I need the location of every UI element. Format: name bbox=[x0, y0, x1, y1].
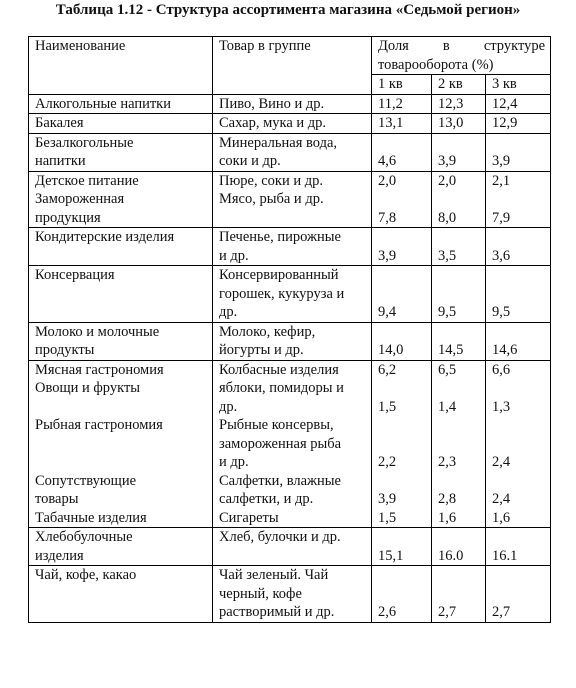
cell-q3-line bbox=[492, 266, 545, 285]
cell-q1 bbox=[372, 360, 432, 528]
cell-q2 bbox=[432, 133, 486, 171]
cell-q1-line bbox=[378, 585, 426, 604]
cell-q3-line: 12,4 bbox=[492, 95, 518, 112]
cell-q1-line: 9,4 bbox=[378, 304, 397, 320]
cell-q2-line bbox=[438, 323, 480, 342]
cell-q2-line bbox=[438, 285, 480, 304]
cell-q2-line: 2,7 bbox=[438, 604, 457, 620]
cell-q2-line bbox=[438, 266, 480, 285]
cell-q1-line bbox=[378, 266, 426, 285]
cell-q2-line bbox=[438, 379, 480, 398]
cell-q1-line: 2,2 bbox=[378, 454, 397, 470]
cell-q1-line: 4,6 bbox=[378, 153, 397, 169]
cell-q2 bbox=[432, 566, 486, 623]
cell-goods-line: Пиво, Вино и др. bbox=[219, 95, 325, 112]
cell-q3 bbox=[486, 322, 551, 360]
cell-name-line: Рыбная гастрономия bbox=[35, 417, 163, 433]
cell-goods-line: Минеральная вода, bbox=[219, 134, 338, 151]
cell-q3-line: 14,6 bbox=[492, 342, 518, 358]
cell-q1-line: 15,1 bbox=[378, 547, 404, 564]
header-row bbox=[29, 37, 551, 75]
cell-q1 bbox=[372, 94, 432, 114]
cell-q2-line: 1,4 bbox=[438, 398, 457, 415]
cell-q1-line bbox=[378, 435, 426, 454]
cell-goods-line: Салфетки, влажные bbox=[219, 472, 341, 489]
cell-q3 bbox=[486, 171, 551, 228]
cell-q1 bbox=[372, 171, 432, 228]
cell-name-line: Бакалея bbox=[35, 115, 84, 131]
cell-name-line: Овощи и фрукты bbox=[35, 380, 141, 396]
cell-q2 bbox=[432, 114, 486, 134]
cell-goods-line: йогурты и др. bbox=[219, 342, 304, 358]
cell-q2-line bbox=[438, 435, 480, 454]
cell-goods bbox=[213, 94, 372, 114]
cell-goods-line: горошек, кукуруза и bbox=[219, 285, 345, 302]
cell-q2-line bbox=[438, 528, 480, 547]
cell-name-line bbox=[35, 435, 207, 454]
table-row bbox=[29, 114, 551, 134]
cell-goods-line: Консервированный bbox=[219, 267, 339, 283]
cell-q1-line: 2,6 bbox=[378, 604, 397, 620]
cell-q3 bbox=[486, 266, 551, 323]
cell-q2-line: 14,5 bbox=[438, 342, 464, 358]
cell-q1-line bbox=[378, 323, 426, 342]
cell-q2 bbox=[432, 322, 486, 360]
cell-q3-line: 12,9 bbox=[492, 115, 518, 131]
cell-name-line bbox=[35, 398, 207, 417]
cell-q3-line: 1,3 bbox=[492, 398, 511, 415]
cell-q3 bbox=[486, 360, 551, 528]
cell-goods-line: Молоко, кефир, bbox=[219, 323, 316, 340]
cell-q2 bbox=[432, 228, 486, 266]
cell-name-line: Безалкогольные bbox=[35, 134, 134, 151]
cell-name-line: напитки bbox=[35, 153, 86, 169]
cell-q2-line: 13,0 bbox=[438, 115, 464, 131]
cell-name bbox=[29, 114, 213, 134]
cell-q3-line: 2,1 bbox=[492, 172, 511, 189]
cell-q3-line: 1,6 bbox=[492, 509, 511, 526]
cell-q1 bbox=[372, 228, 432, 266]
table-row bbox=[29, 528, 551, 566]
cell-q3-line: 16.1 bbox=[492, 547, 518, 564]
cell-name bbox=[29, 228, 213, 266]
cell-q2-line bbox=[438, 472, 480, 491]
cell-goods bbox=[213, 266, 372, 323]
table-caption: Таблица 1.12 - Структура ассортимента магазина «Седьмой регион» bbox=[55, 2, 521, 18]
cell-name-line: Чай, кофе, какао bbox=[35, 567, 137, 583]
cell-name bbox=[29, 94, 213, 114]
cell-name bbox=[29, 566, 213, 623]
cell-q1-line: 2,0 bbox=[378, 172, 397, 189]
cell-name-line: Детское питание bbox=[35, 172, 139, 189]
cell-q2 bbox=[432, 171, 486, 228]
cell-goods-line: Сигареты bbox=[219, 509, 279, 526]
cell-q1-line: 6,2 bbox=[378, 361, 397, 378]
table-row bbox=[29, 360, 551, 528]
cell-goods bbox=[213, 360, 372, 528]
cell-name-line: Консервация bbox=[35, 267, 115, 283]
cell-q1 bbox=[372, 266, 432, 323]
cell-q3-line bbox=[492, 585, 545, 604]
cell-q1-line: 3,9 bbox=[378, 247, 397, 264]
cell-q3 bbox=[486, 528, 551, 566]
cell-name bbox=[29, 528, 213, 566]
cell-q2-line: 9,5 bbox=[438, 304, 457, 320]
header-q3: 3 кв bbox=[486, 75, 551, 95]
cell-q2 bbox=[432, 266, 486, 323]
cell-q2-line bbox=[438, 228, 480, 247]
cell-name bbox=[29, 266, 213, 323]
cell-q3-line: 2,7 bbox=[492, 604, 511, 620]
cell-q3-line: 2,4 bbox=[492, 454, 511, 470]
cell-q2-line: 2,8 bbox=[438, 491, 457, 507]
cell-q2 bbox=[432, 360, 486, 528]
cell-goods bbox=[213, 322, 372, 360]
cell-q1-line bbox=[378, 285, 426, 304]
cell-name-line: Мясная гастрономия bbox=[35, 361, 164, 378]
cell-name bbox=[29, 171, 213, 228]
cell-name-line: продукты bbox=[35, 342, 95, 358]
cell-name-line: продукция bbox=[35, 209, 101, 226]
cell-q1 bbox=[372, 133, 432, 171]
cell-goods bbox=[213, 228, 372, 266]
cell-q3-line bbox=[492, 323, 545, 342]
cell-name-line: Хлебобулочные bbox=[35, 529, 133, 545]
cell-q3-line: 6,6 bbox=[492, 361, 511, 378]
cell-q1-line bbox=[378, 379, 426, 398]
cell-q3 bbox=[486, 566, 551, 623]
cell-q2-line bbox=[438, 134, 480, 153]
cell-q3-line: 7,9 bbox=[492, 209, 511, 226]
cell-q1 bbox=[372, 114, 432, 134]
cell-q3-line: 9,5 bbox=[492, 304, 511, 320]
cell-q1-line: 3,9 bbox=[378, 491, 397, 507]
table-row bbox=[29, 133, 551, 171]
cell-name bbox=[29, 133, 213, 171]
cell-q1-line bbox=[378, 228, 426, 247]
header-share: Доля в структуре товарооборота (%) bbox=[372, 37, 551, 75]
cell-name-line: Молоко и молочные bbox=[35, 323, 160, 340]
cell-q1-line: 1,5 bbox=[378, 509, 397, 526]
cell-goods-line: черный, кофе bbox=[219, 585, 302, 602]
cell-q3-line: 3,9 bbox=[492, 153, 511, 169]
cell-q1-line: 1,5 bbox=[378, 398, 397, 415]
cell-q2-line: 16.0 bbox=[438, 547, 464, 564]
cell-goods-line: салфетки, и др. bbox=[219, 491, 314, 507]
cell-name-line: Кондитерские изделия bbox=[35, 229, 175, 245]
header-goods: Товар в группе bbox=[213, 37, 372, 95]
header-q2: 2 кв bbox=[432, 75, 486, 95]
cell-goods bbox=[213, 528, 372, 566]
cell-goods-line: др. bbox=[219, 304, 238, 320]
cell-q3 bbox=[486, 114, 551, 134]
table-row bbox=[29, 228, 551, 266]
cell-q3-line bbox=[492, 416, 545, 435]
cell-q2-line: 3,5 bbox=[438, 247, 457, 264]
cell-goods-line: Чай зеленый. Чай bbox=[219, 567, 329, 583]
cell-q3-line bbox=[492, 435, 545, 454]
cell-q2-line: 3,9 bbox=[438, 153, 457, 169]
cell-q3-line: 2,4 bbox=[492, 491, 511, 507]
cell-q1-line bbox=[378, 190, 426, 209]
cell-name-line bbox=[35, 453, 207, 472]
cell-goods-line: Колбасные изделия bbox=[219, 361, 339, 378]
cell-q3 bbox=[486, 133, 551, 171]
cell-q1 bbox=[372, 322, 432, 360]
assortment-table bbox=[28, 36, 551, 623]
cell-goods-line: др. bbox=[219, 398, 238, 415]
cell-name-line: Замороженная bbox=[35, 191, 125, 207]
cell-goods-line: замороженная рыба bbox=[219, 435, 342, 452]
cell-q1-line bbox=[378, 472, 426, 491]
cell-q1 bbox=[372, 566, 432, 623]
cell-goods-line: Мясо, рыба и др. bbox=[219, 191, 324, 207]
cell-goods-line: яблоки, помидоры и bbox=[219, 380, 344, 396]
cell-goods-line: Рыбные консервы, bbox=[219, 417, 334, 433]
cell-goods bbox=[213, 171, 372, 228]
cell-q2 bbox=[432, 528, 486, 566]
cell-q1 bbox=[372, 528, 432, 566]
cell-name bbox=[29, 322, 213, 360]
cell-goods-line: Сахар, мука и др. bbox=[219, 115, 327, 131]
table-row bbox=[29, 266, 551, 323]
cell-name-line: товары bbox=[35, 491, 79, 507]
cell-q2 bbox=[432, 94, 486, 114]
cell-q3-line bbox=[492, 472, 545, 491]
cell-q3 bbox=[486, 94, 551, 114]
cell-q2-line bbox=[438, 416, 480, 435]
cell-q3 bbox=[486, 228, 551, 266]
cell-name-line: изделия bbox=[35, 547, 84, 564]
cell-goods bbox=[213, 114, 372, 134]
header-name: Наименование bbox=[29, 37, 213, 95]
cell-name bbox=[29, 360, 213, 528]
cell-q2-line bbox=[438, 190, 480, 209]
cell-q1-line bbox=[378, 528, 426, 547]
cell-goods-line: растворимый и др. bbox=[219, 604, 335, 620]
cell-name-line: Табачные изделия bbox=[35, 509, 147, 526]
cell-q1-line: 14,0 bbox=[378, 342, 404, 358]
cell-q2-line: 8,0 bbox=[438, 209, 457, 226]
cell-q1-line bbox=[378, 134, 426, 153]
cell-q2-line bbox=[438, 585, 480, 604]
cell-q2-line: 2,0 bbox=[438, 172, 457, 189]
cell-q2-line bbox=[438, 566, 480, 585]
cell-goods bbox=[213, 133, 372, 171]
cell-q3-line bbox=[492, 190, 545, 209]
cell-q3-line bbox=[492, 379, 545, 398]
cell-name-line: Сопутствующие bbox=[35, 472, 137, 489]
cell-q3-line: 3,6 bbox=[492, 247, 511, 264]
cell-q3-line bbox=[492, 228, 545, 247]
table-row bbox=[29, 94, 551, 114]
cell-goods-line: Печенье, пирожные bbox=[219, 229, 341, 245]
cell-q3-line bbox=[492, 134, 545, 153]
cell-q2-line: 12,3 bbox=[438, 95, 464, 112]
cell-goods bbox=[213, 566, 372, 623]
cell-q2-line: 2,3 bbox=[438, 454, 457, 470]
cell-goods-line: Пюре, соки и др. bbox=[219, 172, 323, 189]
table-row bbox=[29, 171, 551, 228]
cell-goods-line: и др. bbox=[219, 454, 249, 470]
header-q1: 1 кв bbox=[372, 75, 432, 95]
table-row bbox=[29, 566, 551, 623]
cell-q1-line: 7,8 bbox=[378, 209, 397, 226]
cell-q3-line bbox=[492, 528, 545, 547]
cell-goods-line: соки и др. bbox=[219, 153, 281, 169]
cell-goods-line: Хлеб, булочки и др. bbox=[219, 529, 341, 545]
cell-goods-line: и др. bbox=[219, 247, 249, 264]
table-row bbox=[29, 322, 551, 360]
cell-q2-line: 6,5 bbox=[438, 361, 457, 378]
cell-q1-line: 13,1 bbox=[378, 115, 404, 131]
cell-q1-line: 11,2 bbox=[378, 95, 403, 112]
cell-q3-line bbox=[492, 566, 545, 585]
cell-q3-line bbox=[492, 285, 545, 304]
cell-q1-line bbox=[378, 416, 426, 435]
cell-name-line: Алкогольные напитки bbox=[35, 95, 171, 112]
cell-q1-line bbox=[378, 566, 426, 585]
cell-q2-line: 1,6 bbox=[438, 509, 457, 526]
